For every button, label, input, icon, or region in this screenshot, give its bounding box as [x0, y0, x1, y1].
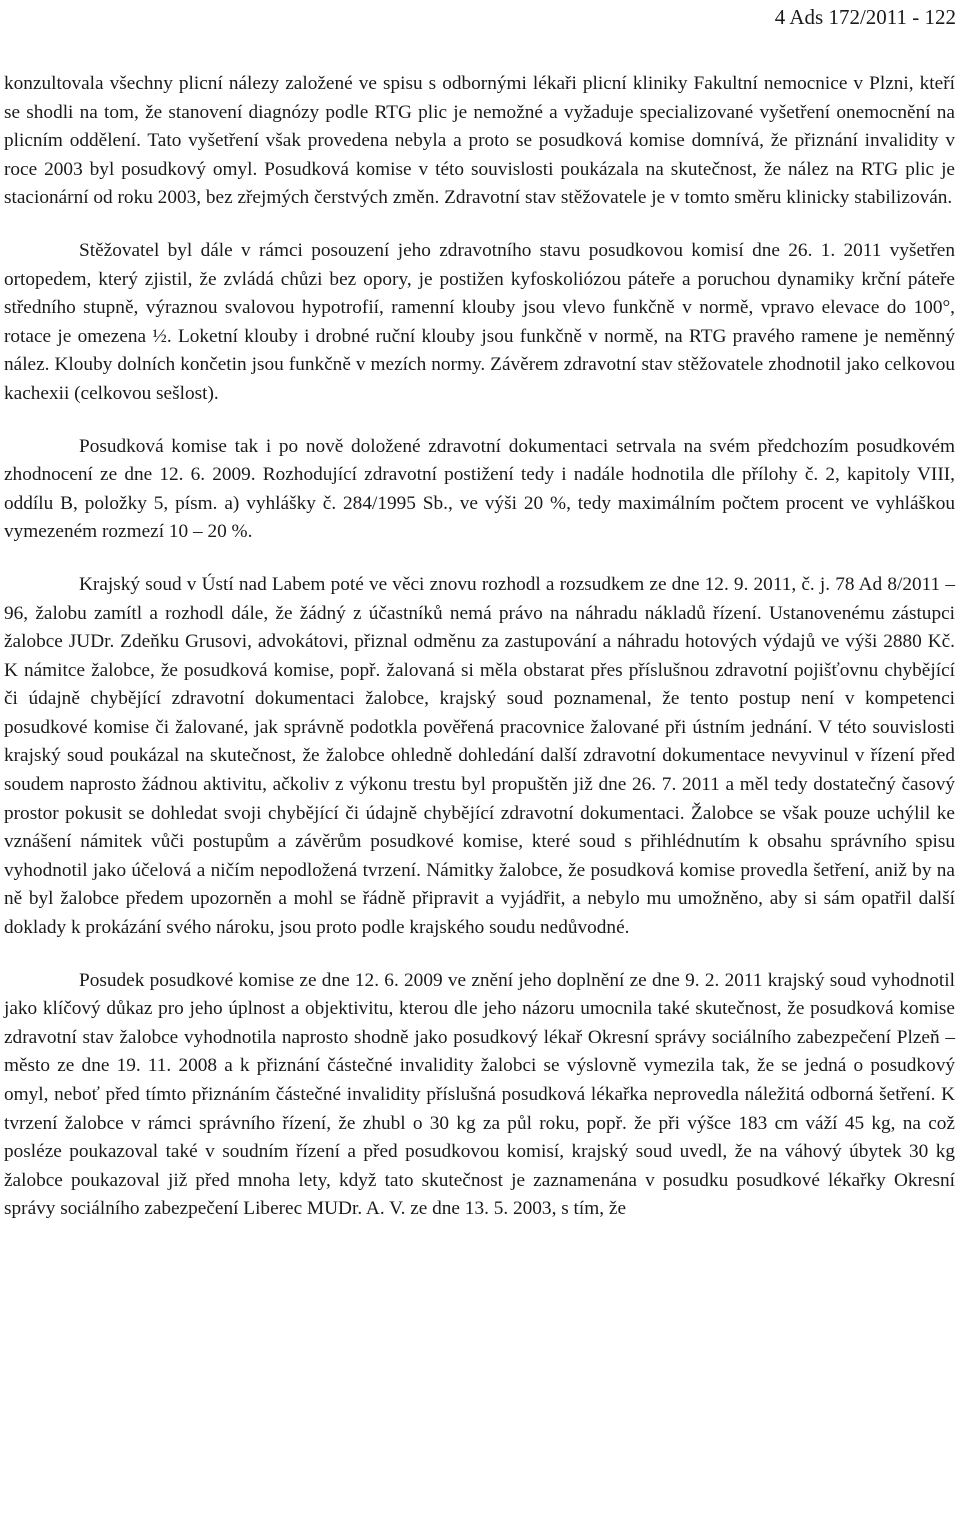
document-body	[4, 70, 955, 1248]
paragraph-continuation: konzultovala všechny plicní nálezy založené ve spisu s odbornými lékaři plicní kliniky Fakultní nemocnice v Plzni, kteří se shodli na tom, že stanovení diagnózy podle RTG plic je nemožné a vyžaduje specializované vyšetření onemocnění na plicním oddělení. Tato vyšetření však provedena nebyla a proto se posudková komise domnívá, že přiznání invalidity v roce 2003 byl posudkový omyl. Posudková komise v této souvislosti poukázala na skutečnost, že nález na RTG plic je stacionární od roku 2003, bez zřejmých čerstvých změn. Zdravotní stav stěžovatele je v tomto směru klinicky stabilizován.	[4, 73, 955, 209]
case-number-header: 4 Ads 172/2011 - 122	[774, 5, 956, 29]
paragraph-regional-court-ruling: Krajský soud v Ústí nad Labem poté ve věci znovu rozhodl a rozsudkem ze dne 12. 9. 2011, č. j. 78 Ad 8/2011 – 96, žalobu zamítl a rozhodl dále, že žádný z účastníků nemá právo na náhradu nákladů řízení. Ustanovenému zástupci žalobce JUDr. Zdeňku Grusovi, advokátovi, přiznal odměnu za zastupování a náhradu hotových výdajů ve výši 2880 Kč. K námitce žalobce, že posudková komise, popř. žalovaná si měla obstarat přes příslušnou zdravotní pojišťovnu chybějící či údajně chybějící zdravotní dokumentaci žalobce, krajský soud poznamenal, že tento postup není v kompetenci posudkové komise či žalované, jak správně podotkla pověřená pracovnice žalované při ústním jednání. V této souvislosti krajský soud poukázal na skutečnost, že žalobce ohledně dohledání další zdravotní dokumentace nevyvinul v řízení před soudem naprosto žádnou aktivitu, ačkoliv z výkonu trestu byl propuštěn již dne 26. 7. 2011 a měl tedy dostatečný časový prostor pokusit se dohledat svoji chybějící či údajně chybějící zdravotní dokumentaci. Žalobce se však pouze uchýlil ke vznášení námitek vůči postupům a závěrům posudkové komise, které soud s přihlédnutím k obsahu správního spisu vyhodnotil jako účelová a ničím nepodložená tvrzení. Námitky žalobce, že posudková komise provedla šetření, aniž by na ně byl žalobce předem upozorněn a mohl se řádně připravit a vyjádřit, a nebylo mu umožněno, aby si sám opatřil další doklady k prokázání svého nároku, jsou proto podle krajského soudu nedůvodné.	[4, 573, 955, 939]
paragraph-opinion-evaluation: Posudek posudkové komise ze dne 12. 6. 2009 ve znění jeho doplnění ze dne 9. 2. 2011 krajský soud vyhodnotil jako klíčový důkaz pro jeho úplnost a objektivitu, kterou dle jeho názoru umocnila také skutečnost, že posudková komise zdravotní stav žalobce vyhodnotila naprosto shodně jako posudkový lékař Okresní správy sociálního zabezpečení Plzeň – město ze dne 19. 11. 2008 a k přiznání částečné invalidity žalobci se výslovně vymezila tak, že se jedná o posudkový omyl, neboť před tímto přiznáním částečné invalidity příslušná posudková lékařka neprovedla náležitá odborná šetření. K tvrzení žalobce v rámci správního řízení, že zhubl o 30 kg za půl roku, popř. že při výšce 183 cm váží 45 kg, na což posléze poukazoval také v soudním řízení a před posudkovou komisí, krajský soud uvedl, že na váhový úbytek 30 kg žalobce poukazoval již před mnoha lety, když tato skutečnost je zaznamenána v posudku posudkové lékařky Okresní správy sociálního zabezpečení Liberec MUDr. A. V. ze dne 13. 5. 2003, s tím, že	[4, 969, 955, 1220]
paragraph-commission-assessment: Posudková komise tak i po nově doložené zdravotní dokumentaci setrvala na svém předchozím posudkovém zhodnocení ze dne 12. 6. 2009. Rozhodující zdravotní postižení tedy i nadále hodnotila dle přílohy č. 2, kapitoly VIII, oddílu B, položky 5, písm. a) vyhlášky č. 284/1995 Sb., ve výši 20 %, tedy maximálním počtem procent ve vyhláškou vymezeném rozmezí 10 – 20 %.	[4, 435, 955, 543]
paragraph-orthopedic-exam: Stěžovatel byl dále v rámci posouzení jeho zdravotního stavu posudkovou komisí dne 26. 1. 2011 vyšetřen ortopedem, který zjistil, že zvládá chůzi bez opory, je postižen kyfoskoliózou páteře a poruchou dynamiky krční páteře středního stupně, výraznou svalovou hypotrofií, ramenní klouby jsou vlevo funkčně v normě, vpravo elevace do 100°, rotace je omezena ½. Loketní klouby i drobné ruční klouby jsou funkčně v normě, na RTG pravého ramene je neměnný nález. Klouby dolních končetin jsou funkčně v mezích normy. Závěrem zdravotní stav stěžovatele zhodnotil jako celkovou kachexii (celkovou sešlost).	[4, 239, 955, 404]
